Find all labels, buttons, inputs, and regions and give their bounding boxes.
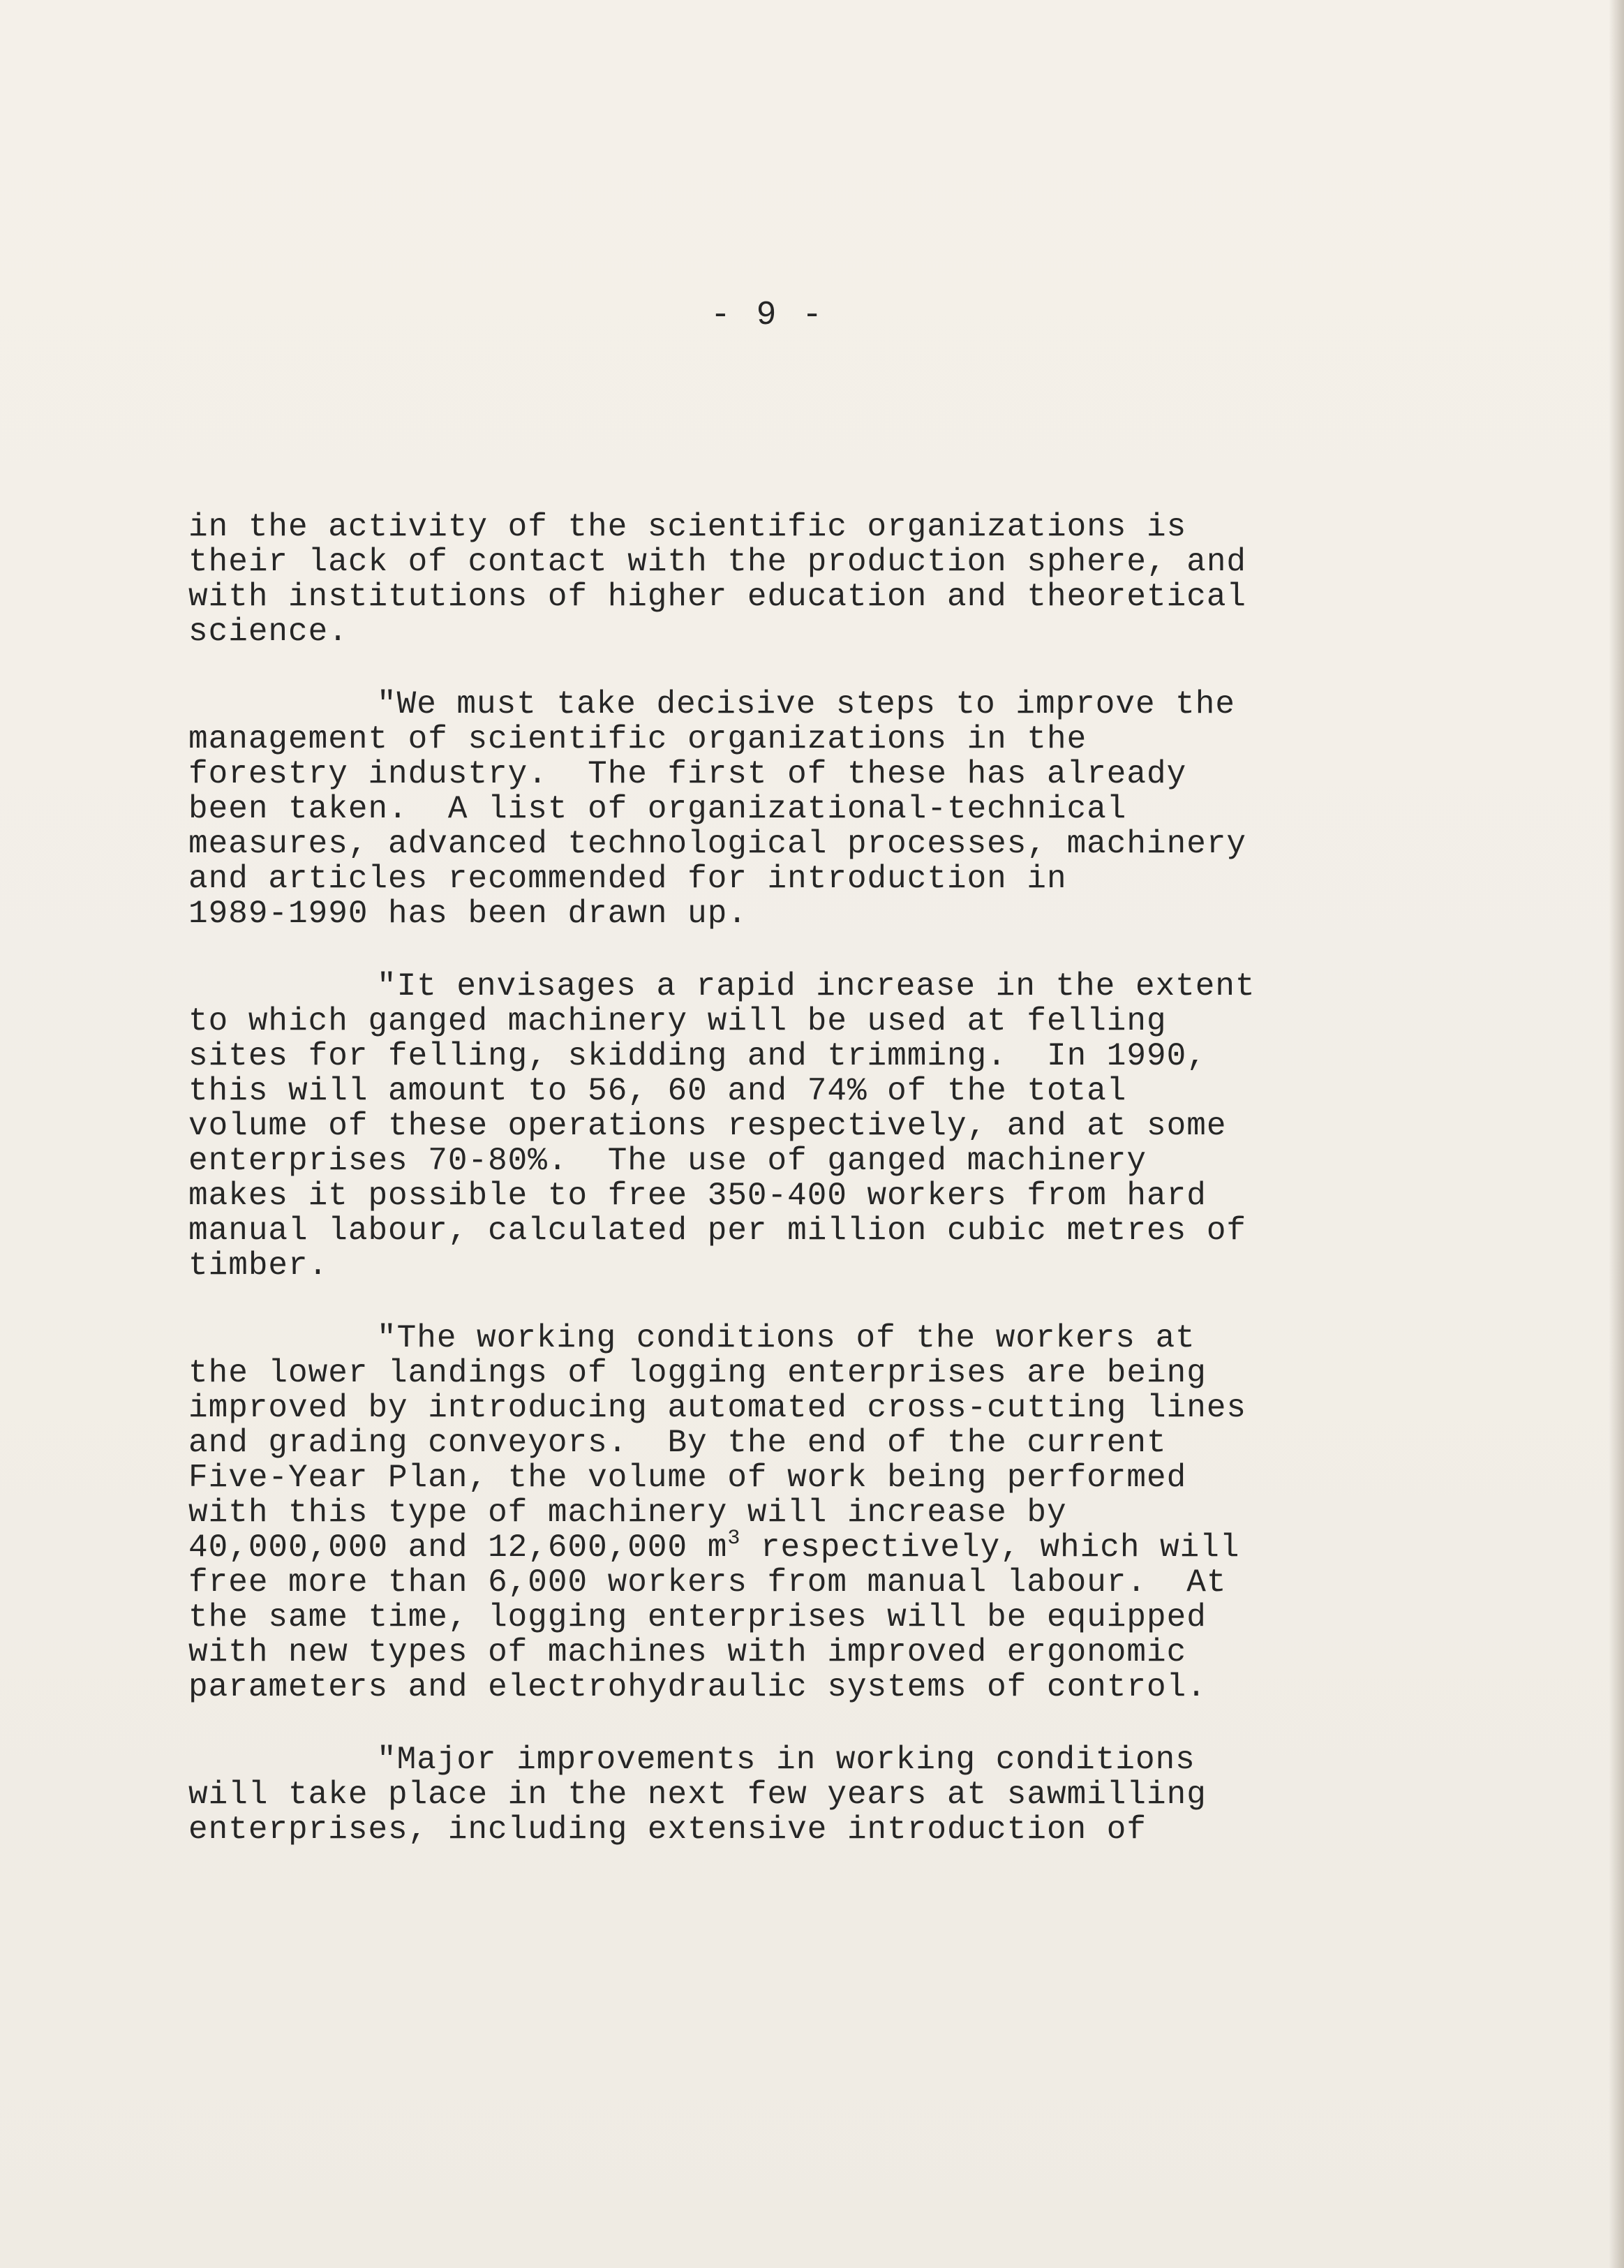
text-line: forestry industry. The first of these has already <box>188 756 1187 792</box>
text-line: with institutions of higher education and theoretical <box>188 579 1247 615</box>
text-line: this will amount to 56, 60 and 74% of the total <box>188 1073 1127 1109</box>
text-line: and grading conveyors. By the end of the current <box>188 1425 1167 1461</box>
text-line: measures, advanced technological processes, machinery <box>188 826 1247 862</box>
paragraph-1 <box>188 510 1389 649</box>
paragraph-3 <box>188 969 1389 1283</box>
text-line: free more than 6,000 workers from manual labour. At <box>188 1564 1227 1601</box>
text-line: been taken. A list of organizational-technical <box>188 791 1127 827</box>
text-line: with new types of machines with improved ergonomic <box>188 1634 1187 1670</box>
page-number: - 9 - <box>710 297 826 334</box>
text-line: 1989-1990 has been drawn up. <box>188 896 747 932</box>
text-line: makes it possible to free 350-400 workers from hard <box>188 1178 1207 1214</box>
text-line: improved by introducing automated cross-cutting lines <box>188 1390 1247 1426</box>
text-line: timber. <box>188 1247 329 1284</box>
body-text <box>188 510 1389 1885</box>
text-line: enterprises 70-80%. The use of ganged machinery <box>188 1143 1147 1179</box>
text-line: enterprises, including extensive introduction of <box>188 1811 1147 1848</box>
text-segment: 40,000,000 and 12,600,000 m <box>188 1529 728 1566</box>
superscript: 3 <box>727 1527 741 1550</box>
text-line: "The working conditions of the workers at <box>377 1320 1195 1356</box>
page-edge-shadow <box>1609 0 1624 2268</box>
text-line: "We must take decisive steps to improve the <box>377 686 1235 722</box>
text-line: and articles recommended for introduction in <box>188 861 1067 897</box>
paragraph-4 <box>188 1321 1389 1705</box>
text-line: parameters and electrohydraulic systems of control. <box>188 1669 1207 1705</box>
text-line: Five-Year Plan, the volume of work being performed <box>188 1460 1187 1496</box>
text-line: the same time, logging enterprises will be equipped <box>188 1599 1207 1636</box>
text-line: sites for felling, skidding and trimming. In 1990, <box>188 1038 1207 1074</box>
text-line: to which ganged machinery will be used at felling <box>188 1003 1167 1039</box>
text-line: science. <box>188 614 348 650</box>
paragraph-2 <box>188 687 1389 931</box>
text-line: manual labour, calculated per million cubic metres of <box>188 1213 1247 1249</box>
text-line: with this type of machinery will increase by <box>188 1495 1067 1531</box>
paragraph-5 <box>188 1742 1389 1847</box>
text-line: management of scientific organizations in the <box>188 721 1087 757</box>
text-segment: respectively, which will <box>740 1529 1240 1566</box>
text-line: the lower landings of logging enterprises are being <box>188 1355 1207 1391</box>
text-line-with-superscript <box>188 1527 1389 1566</box>
text-line: "It envisages a rapid increase in the extent <box>377 968 1256 1005</box>
text-line: "Major improvements in working conditions <box>377 1742 1195 1778</box>
text-line: will take place in the next few years at sawmilling <box>188 1777 1207 1813</box>
text-line: in the activity of the scientific organizations is <box>188 509 1187 545</box>
text-line: their lack of contact with the production sphere, and <box>188 544 1247 580</box>
text-line: volume of these operations respectively, and at some <box>188 1108 1227 1144</box>
